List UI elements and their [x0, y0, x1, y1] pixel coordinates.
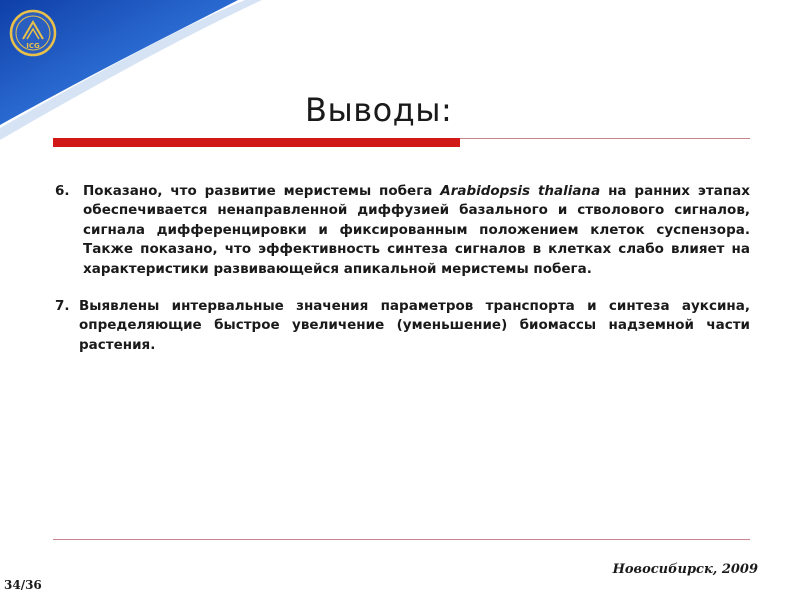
institute-emblem-icon [9, 9, 57, 57]
slide-content [55, 182, 750, 355]
item-number: 6. [55, 183, 70, 199]
conclusion-item [55, 297, 750, 355]
title-underline-accent [53, 138, 460, 147]
page-number: 34/36 [4, 578, 42, 592]
slide-title: Выводы: [305, 91, 453, 129]
conclusion-item [55, 182, 750, 279]
footer-divider [53, 539, 750, 540]
item-number: 7. [55, 298, 70, 315]
species-name: Arabidopsis thaliana [440, 183, 601, 199]
title-underline-thin [460, 138, 750, 139]
item-text: Выявлены интервальные значения параметров транспорта и синтеза ауксина, определяющие быстрое увеличение (уменьшение) биомассы надземной части растения. [79, 298, 750, 353]
item-text: Показано, что развитие меристемы побега Arabidopsis thaliana на ранних этапах обеспечивается ненаправленной диффузией базального и стволового сигналов, сигнала дифференцировки и фиксированным положением клеток суспензора. Также показано, что эффективность синтеза сигналов в клетках слабо влияет на характеристики развивающейся апикальной меристемы побега. [83, 183, 750, 277]
footer-location-year: Новосибирск, 2009 [612, 562, 758, 577]
logo-text: ICG [26, 42, 40, 50]
